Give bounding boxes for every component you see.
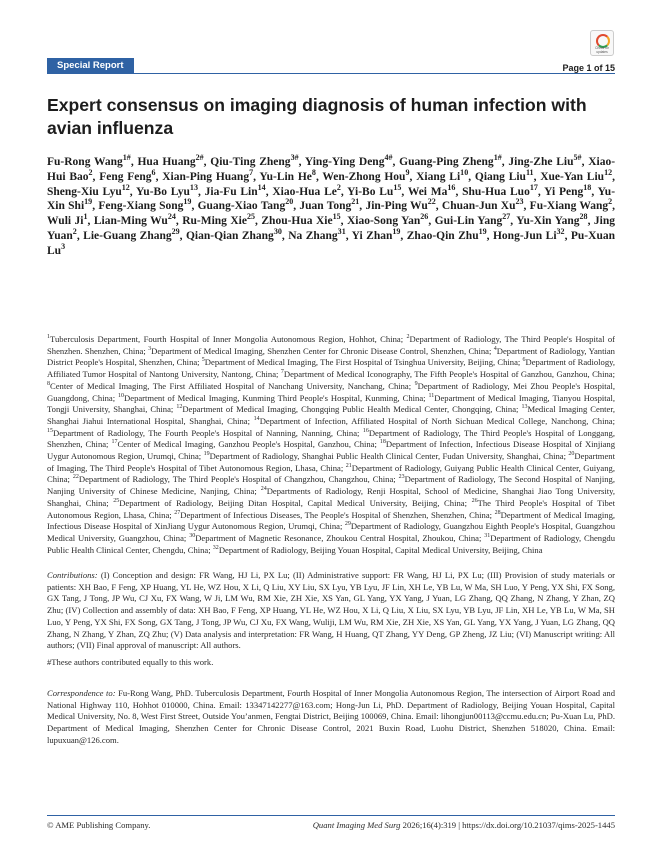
affiliation-number: 11 [428,392,435,399]
affiliation [176,404,518,414]
author-affiliation-marker: 12 [604,167,613,177]
author-name: Hua Huang [137,156,196,168]
affiliation-text: Department of Magnetic Resonance, Zhoukou Central Hospital, Zhoukou, China; [195,532,482,543]
affiliation [47,381,411,391]
author-name: Yu-Bo Lyu [136,185,190,198]
author [47,153,131,168]
affiliation-number: 9 [414,380,418,387]
affiliation-number: 24 [260,486,267,493]
author-affiliation-marker: 15 [393,182,402,192]
author [544,182,592,198]
author-affiliation-marker: 21 [351,197,360,207]
affiliation-text: Department of Radiology, Affiliated Tumor Hospital of Nantong University, Nantong, China; [47,357,616,380]
author-affiliation-marker: 27 [502,212,511,222]
journal-name: Quant Imaging Med Surg [312,820,401,830]
correspondence [47,688,615,747]
author-affiliation-marker: 2# [195,153,204,163]
contributions-text: (I) Conception and design: FR Wang, HJ Li, PX Lu; (II) Administrative support: FR Wang, HJ Li, PX Lu; (III) Provision of study materials or patients: XH Bao, F Feng, XP Huang, YL He, WZ Hou, X Li, Q Liu, XY Liu, SX Lyu, YB Lyu, JF Lin, XH Le, YB Lu, W Ma, SH Luo, Y Peng, YX Shi, FX Song, GX Tang, J Tong, JP Wu, CJ Xu, FX Wang, W Ji, LM Wu, RM Xie, ZH Xie, XS Yan, GL Yang, YX Yang, J Yuan, LG Zhang, QQ Zhang, N Zhang, Y Zhan, ZQ Zhu; (IV) Collection and assembly of data: XH Bao, F Feng, XP Huang, YL He, WZ Hou, X Li, Q Liu, X Liu, SX Lyu, YB Lyu, JF Lin, XH Le, YB Lu, W Ma, SH Luo, Y Peng, YX Shi, FX Song, GX Tang, J Tong, JP Wu, CJ Xu, FX Wang, Wuliji, LM Wu, RM Xie, ZH Xie, XS Yan, GL Yang, YX Yang, J Yuan, LG Zhang, QQ Zhang, N Zhang, Y Zhan, ZQ Zhu; (V) Data analysis and interpretation: FR Wang, H Huang, QT Zhang, YY Deng, GP Zheng, JZ Liu; (VI) Manuscript writing: All authors; (VII) Final approval of manuscript: All authors. [47,570,615,651]
affiliation [204,451,566,461]
affiliation [47,334,403,344]
author-affiliation-marker: 15 [332,212,341,222]
author [351,227,401,242]
affiliation-number: 7 [280,369,284,376]
affiliation-number: 13 [521,404,528,411]
affiliation-number: 22 [72,474,79,481]
author-name: Yu-Xin Yang [516,215,580,228]
author-affiliation-marker: 3 [61,241,66,251]
author-affiliation-marker: 13 [189,182,198,192]
affiliation-number: 1 [47,334,51,341]
affiliation-number: 30 [189,533,196,540]
correspondence-text: Fu-Rong Wang, PhD. Tuberculosis Department, Fourth Hospital of Inner Mongolia Autonomous Region, The intersection of Airport Road and National Highway 110, Hohhot 010000, China. Email: 13347142277@163.com; Hong-Jun Li, PhD. Department of Radiology, Beijing Youan Hospital, Capital Medical University, No. 8, West First Street, Outside You’anmen, Fengtai District, Beijing 100069, China. Email: lihongjun00113@ccmu.edu.cn; Pu-Xuan Lu, PhD. Department of Medical Imaging, Shenzhen Center for Chronic Disease Control, 2021 Buxin Road, Luohu District, Shenzhen 518020, China. Email: lupuxuan@126.com. [47,688,615,745]
affiliation-text: Department of Radiology, Beijing Ditan Hospital, Capital Medical University, Beijing, China; [119,497,467,508]
footer-rule [47,815,615,816]
affiliation-number: 23 [398,474,405,481]
affiliation [113,498,467,508]
author-name: Qian-Qian Zhang [185,229,274,242]
author-affiliation-marker: 11 [525,167,534,177]
affiliation-number: 32 [212,544,219,551]
author [416,167,469,183]
author-affiliation-marker: 2 [88,167,93,177]
affiliation-text: Department of Medical Imaging, Kunming Third People's Hospital, Kunming, China; [124,392,426,403]
author-name: Gui-Lin Yang [434,215,503,228]
article-title: Expert consensus on imaging diagnosis of human infection with avian influenza [47,95,587,138]
author-name: Xian-Ping Huang [162,170,250,183]
author-name: Xue-Yan Liu [540,170,605,183]
author-name: Guang-Ping Zheng [399,156,494,168]
author [508,153,582,168]
author-name: Xiao-Hui Bao [47,156,616,183]
affiliation-text: Department of Infection, Infectious Disease Hospital of Xinjiang Uygur Autonomous Region, Urumqi, China; [47,439,616,462]
affiliation-number: 26 [471,497,478,504]
author [407,182,456,198]
author-affiliation-marker: 19 [478,227,487,237]
affiliation-text: Medical Imaging Center, Shanghai Jiahui International Hospital, Shanghai, China; [47,404,615,426]
affiliation-number: 20 [568,451,575,458]
affiliation-text: Department of Radiology, The Third People's Hospital of Changzhou, Changzhou, China; [78,474,396,485]
affiliation-text: Department of Radiology, Mei Zhou People's Hospital, Guangdong, China; [47,380,616,403]
header-rule [47,73,615,74]
author [182,212,256,228]
author [93,212,176,228]
author-affiliation-marker: 19 [84,197,93,207]
affiliation-number: 28 [494,509,501,516]
author-affiliation-marker: 1# [493,153,502,163]
affiliation [111,439,376,449]
author-name: Na Zhang [288,229,338,242]
affiliation-text: Department of Radiology, Yantian District People's Hospital, Shenzhen, China; [47,345,615,368]
author-affiliation-marker: 7 [249,167,254,177]
author [47,182,130,198]
author-name: Shu-Hua Luo [462,185,530,198]
affiliation-text: Center of Medical Imaging, Ganzhou People's Hospital, Ganzhou, China; [117,439,377,450]
author-name: Ru-Ming Xie [182,215,247,228]
author-name: Wen-Zhong Hou [322,170,406,183]
page-number: Page 1 of 15 [562,63,615,73]
affiliation-text: Department of Infection, Affiliated Hospital of North Sichuan Medical College, Nanchong, China; [259,415,615,426]
author-affiliation-marker: 10 [460,167,469,177]
author-affiliation-marker: 4# [384,153,393,163]
affiliation-number: 5 [201,357,205,364]
author-name: Fu-Xiang Wang [529,200,609,213]
author [399,153,502,168]
affiliation-number: 6 [522,357,526,364]
author-affiliation-marker: 25 [247,212,256,222]
author [99,167,156,183]
author [474,167,534,183]
author-affiliation-marker: 6 [151,167,156,177]
author-affiliation-marker: 9 [405,167,410,177]
affiliation-text: Department of Imaging, The Third People's Hospital of Tibet Autonomous Region, Lhasa, China; [47,451,615,473]
affiliation-text: Department of Medical Imaging, The First Hospital of Tsinghua University, Beijing, China; [204,357,521,368]
affiliation-number: 27 [174,509,181,516]
affiliation-text: Department of Radiology, The Third People's Hospital of Longgang, Shenzhen, China; [47,427,615,450]
affiliation-text: Department of Radiology, Guangzhou Eighth People's Hospital, Guangzhou Medical University, Guangzhou, China; [47,521,615,543]
citation-doi[interactable]: 2026;16(4):319 | https://dx.doi.org/10.21037/qims-2025-1445 [402,820,615,830]
author [529,197,613,213]
author-name: Feng-Xiang Song [98,200,184,213]
author-name: Lian-Ming Wu [93,215,168,228]
affiliation [174,510,492,520]
author-affiliation-marker: 2 [336,182,341,192]
affiliation-number: 18 [379,439,386,446]
author-name: Qiu-Ting Zheng [210,156,291,168]
author-name: Xiao-Hua Le [272,185,337,198]
affiliation-number: 19 [203,451,210,458]
affiliation-text: Department of Medical Imaging, Tianyou Hospital, Tongji University, Shanghai, China; [47,392,615,415]
affiliation [189,533,481,543]
affiliation-text: Department of Medical Imaging, Infectious Disease Hospital of XinJiang Uygur Autonomous Region, Urumqi, China; [47,509,616,532]
author-affiliation-marker: 32 [556,227,565,237]
author-name: Jing-Zhe Liu [508,156,574,168]
author-name: Yu-Xin Shi [47,185,616,213]
affiliation-number: 12 [176,404,183,411]
affiliation-number: 17 [111,439,118,446]
affiliation-number: 25 [113,497,120,504]
author-name: Wei Ma [407,185,448,198]
affiliation-text: Department of Medical Imaging, Chongqing Public Health Medical Center, Chongqing, China; [182,404,519,415]
author-affiliation-marker: 18 [583,182,592,192]
author [83,227,180,242]
author-list: Fu-Rong Wang$^{1\#}$, Hua Huang$^{2\#}$, Qiu-Ting Zheng$^{3\#}$, Ying-Ying Deng$^{4\#}$, Guang-Ping Zheng$^{1\#}$, Jing-Zhe Liu$^{5\#}$, Xiao-Hui Bao$^2$, Feng Feng$^6$, Xian-Ping Huang$^7$, Yu-Lin He$^8$, Wen-Zhong Hou$^9$, Xiang Li$^{10}$, Qiang Liu$^{11}$, Xue-Yan Liu$^{12}$, Sheng-Xiu Lyu$^{12}$, Yu-Bo Lyu$^{13}$, Jia-Fu Lin$^{14}$, Xiao-Hua Le$^2$, Yi-Bo Lu$^{15}$, Wei Ma$^{16}$, Shu-Hua Luo$^{17}$, Yi Peng$^{18}$, Yu-Xin Shi$^{19}$, Feng-Xiang Song$^{19}$, Guang-Xiao Tang$^{20}$, Juan Tong$^{21}$, Jin-Ping Wu$^{22}$, Chuan-Jun Xu$^{23}$, Fu-Xiang Wang$^2$, Wuli Ji$^1$, Lian-Ming Wu$^{24}$, Ru-Ming Xie$^{25}$, Zhou-Hua Xie$^{15}$, Xiao-Song Yan$^{26}$, Gui-Lin Yang$^{27}$, Yu-Xin Yang$^{28}$, Jing Yuan$^2$, Lie-Guang Zhang$^{29}$, Qian-Qian Zhang$^{30}$, Na Zhang$^{31}$, Yi Zhan$^{19}$, Zhao-Qin Zhu$^{19}$, Hong-Jun Li$^{32}$, Pu-Xuan Lu$^3$ [47,153,616,257]
author-affiliation-marker: 29 [171,227,180,237]
author [288,227,346,242]
author-affiliation-marker: 3# [290,153,299,163]
author-name: Chuan-Jun Xu [441,200,516,213]
author-affiliation-marker: 17 [529,182,538,192]
author [492,227,565,242]
author-affiliation-marker: 28 [579,212,588,222]
affiliation-number: 29 [344,521,351,528]
affiliation-number: 4 [493,345,497,352]
author-affiliation-marker: 14 [257,182,266,192]
affiliation [47,428,359,438]
author-affiliation-marker: 19 [392,227,401,237]
author-name: Ying-Ying Deng [304,156,385,168]
check-for-updates-badge[interactable] [590,30,614,56]
author-name: Xiang Li [416,170,461,183]
author [137,153,204,168]
author-name: Guang-Xiao Tang [197,200,286,213]
author-name: Jia-Fu Lin [204,185,258,198]
author-affiliation-marker: 2 [608,197,613,207]
author [441,197,524,213]
section-badge: Special Report [47,58,134,73]
author-name: Jin-Ping Wu [365,200,428,213]
author-affiliation-marker: 26 [420,212,429,222]
affiliation [202,357,521,367]
affiliation-number: 14 [253,416,260,423]
affiliation [281,369,615,379]
author-affiliation-marker: 2 [72,227,77,237]
affiliation-text: The Third People's Hospital of Tibet Autonomous Region, Lhasa, China; [47,497,615,520]
affiliation-text: Departments of Radiology, Renji Hospital, School of Medicine, Shanghai Jiao Tong University, Shanghai, China; [47,486,615,508]
author [406,227,487,242]
author-name: Yu-Lin He [259,170,312,183]
author [365,197,436,213]
author-name: Juan Tong [299,200,352,213]
contributions [47,570,615,652]
affiliation-number: 8 [47,380,51,387]
author-name: Wuli Ji [47,215,84,228]
author [210,153,299,168]
affiliation [73,474,396,484]
author-affiliation-marker: 12 [121,182,130,192]
affiliation-text: Department of Radiology, Chengdu Public Health Clinical Center, Chengdu, China; [47,532,615,555]
affiliation-text: Department of Radiology, Shanghai Public Health Clinical Center, Fudan University, Shanghai, China; [209,451,567,462]
author-name: Yi-Bo Lu [347,185,394,198]
author-name: Fu-Rong Wang [47,156,123,168]
affiliation [148,346,491,356]
author [346,212,429,228]
author-affiliation-marker: 24 [167,212,176,222]
affiliation-text: Tuberculosis Department, Fourth Hospital of Inner Mongolia Autonomous Region, Hohhot, China; [50,334,404,344]
author [259,167,316,183]
author-affiliation-marker: 20 [285,197,294,207]
author [162,167,254,183]
affiliation-number: 3 [148,345,152,352]
author [204,182,266,198]
affiliation-number: 16 [362,427,369,434]
author [185,227,282,242]
author-affiliation-marker: 22 [427,197,436,207]
affiliations [47,334,615,556]
affiliation-text: Center of Medical Imaging, The First Affiliated Hospital of Nanchang University, Nanchang, China; [50,380,412,391]
affiliation-text: Department of Radiology, Guiyang Public Health Clinical Center, Guiyang, China; [47,462,615,485]
author-affiliation-marker: 8 [311,167,316,177]
author-affiliation-marker: 1 [83,212,88,222]
check-for-updates-label: Check for updates [595,46,609,54]
affiliation [118,393,425,403]
author-name: Feng Feng [99,170,152,183]
affiliation-text: Department of Medical Iconography, The Fifth People's Hospital of Ganzhou, Ganzhou, China; [283,369,615,380]
author [347,182,402,198]
author [197,197,294,213]
correspondence-label: Correspondence to: [47,688,116,698]
affiliation-text: Department of Medical Imaging, Shenzhen Center for Chronic Disease Control, Shenzhen, China; [151,345,492,356]
author [47,212,88,228]
author-name: Zhou-Hua Xie [261,215,333,228]
author-name: Yi Peng [544,185,584,198]
author-name: Zhao-Qin Zhu [406,229,479,242]
affiliation-text: Department of Radiology, The Third People's Hospital of Shenzhen. Shenzhen, China; [47,334,615,356]
author [434,212,511,228]
affiliation-number: 2 [406,334,410,341]
affiliation [213,545,543,555]
author [299,197,360,213]
author-affiliation-marker: 19 [183,197,192,207]
author-affiliation-marker: 23 [515,197,524,207]
affiliation-text: Department of Radiology, The Fourth People's Hospital of Nanning, Nanning, China; [53,427,360,438]
author-name: Xiao-Song Yan [346,215,421,228]
affiliation [254,416,615,426]
author-affiliation-marker: 16 [447,182,456,192]
affiliation-text: Department of Radiology, Beijing Youan Hospital, Capital Medical University, Beijing, China [218,544,543,555]
author [516,212,588,228]
author [261,212,341,228]
author [322,167,410,183]
author [98,197,192,213]
author [462,182,538,198]
author-name: Hong-Jun Li [492,229,557,242]
affiliation-number: 15 [47,427,54,434]
author-name: Yi Zhan [351,229,393,242]
affiliation-number: 10 [118,392,125,399]
author-name: Qiang Liu [474,170,526,183]
author-name: Pu-Xuan Lu [47,229,615,257]
author [304,153,393,168]
author-affiliation-marker: 31 [337,227,346,237]
affiliation-number: 21 [345,462,352,469]
contributions-label: Contributions: [47,570,98,580]
journal-citation [313,820,615,830]
equal-contribution-note: #These authors contributed equally to this work. [47,657,214,667]
author [540,167,613,183]
affiliation-text: Department of Infectious Diseases, The People's Hospital of Shenzhen, Shenzhen, China; [180,509,493,520]
author [272,182,341,198]
author-name: Jing Yuan [47,215,615,242]
author-affiliation-marker: 5# [573,153,582,163]
publisher-copyright: © AME Publishing Company. [47,820,151,830]
author [136,182,198,198]
author-affiliation-marker: 1# [122,153,131,163]
author-name: Sheng-Xiu Lyu [47,185,122,198]
author-name: Lie-Guang Zhang [83,229,172,242]
affiliation-text: Department of Radiology, The Second Hospital of Nanjing, Nanjing University of Chinese Medicine, Nanjing, China; [47,474,615,497]
author-affiliation-marker: 30 [273,227,282,237]
affiliation-number: 31 [484,533,491,540]
